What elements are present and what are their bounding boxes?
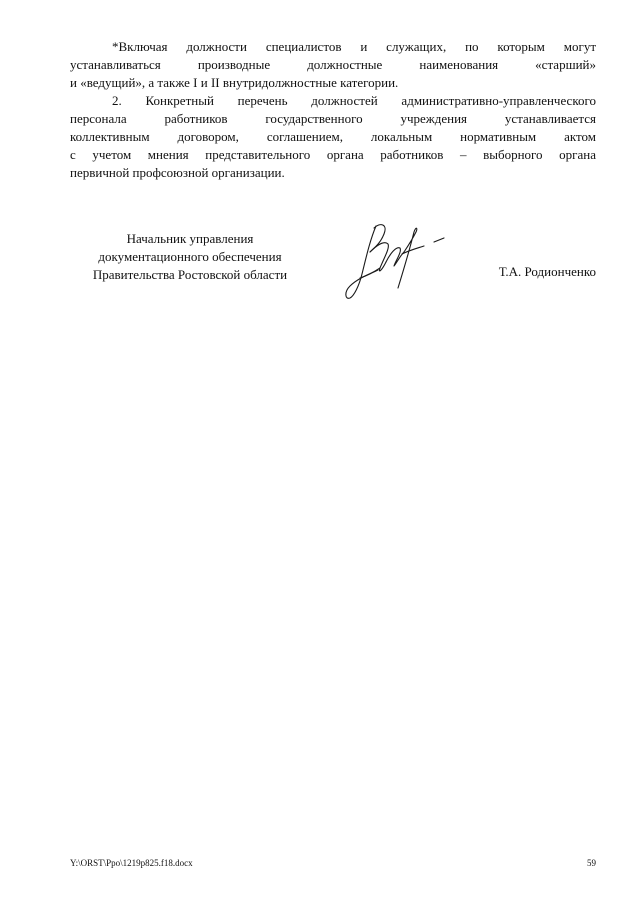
paragraph-line: с учетом мнения представительного органа работников – выборного органа [70,147,596,162]
paragraph-line: персонала работников государственного учреждения устанавливается [70,111,596,126]
paragraph-line: устанавливаться производные должностные наименования «старший» [70,57,596,72]
paragraph-line: и «ведущий», а также I и II внутридолжностные категории. [70,75,399,90]
footer-file-path: Y:\ORST\Ppo\1219p825.f18.docx [70,858,193,868]
paragraph-line: коллективным договором, соглашением, локальным нормативным актом [70,129,596,144]
page-footer [70,856,596,870]
page-number: 59 [587,858,596,868]
paragraph-line: первичной профсоюзной организации. [70,165,285,180]
footnote-paragraph [70,38,596,92]
item-2-paragraph [70,92,596,182]
paragraph-line: *Включая должности специалистов и служащих, по которым могут [112,39,596,54]
handwritten-signature [340,218,450,304]
signature-block [70,230,596,300]
signatory-title [70,230,310,284]
signatory-title-line: документационного обеспечения [98,249,282,264]
signatory-title-line: Начальник управления [126,231,254,246]
paragraph-line: 2. Конкретный перечень должностей административно-управленческого [112,93,596,108]
signatory-name: Т.А. Родионченко [498,264,596,279]
signatory-title-line: Правительства Ростовской области [92,267,288,282]
